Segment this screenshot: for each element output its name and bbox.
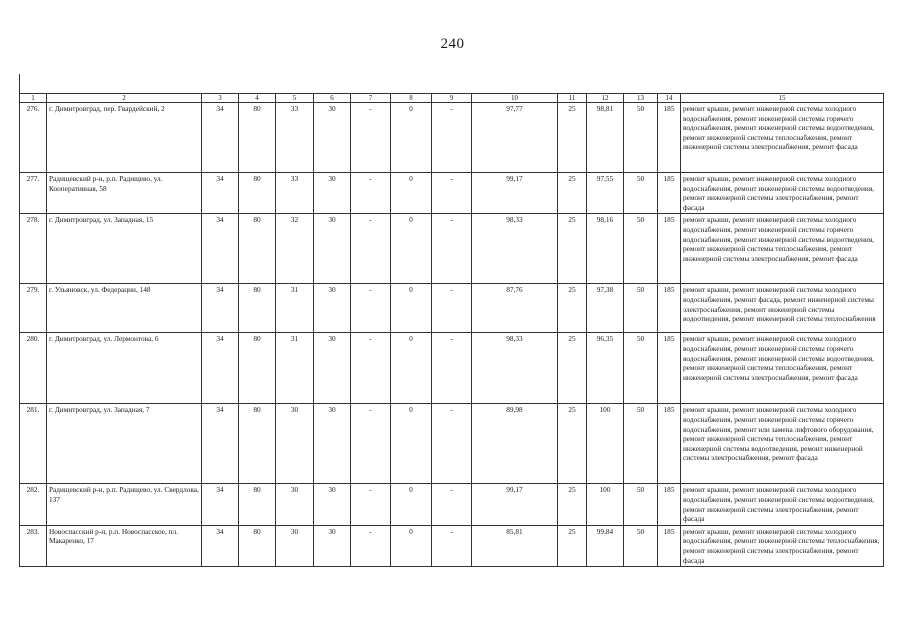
value-cell: 25 [558, 484, 587, 525]
value-cell: 34 [202, 284, 239, 333]
value-cell: 25 [558, 525, 587, 566]
value-cell: - [432, 404, 472, 484]
row-number: 278. [20, 214, 47, 284]
column-header: 1 [20, 94, 47, 103]
value-cell: 50 [624, 284, 658, 333]
value-cell: 34 [202, 333, 239, 404]
value-cell: 25 [558, 333, 587, 404]
address-cell: г. Димитровград, ул. Западная, 7 [47, 404, 202, 484]
row-number: 282. [20, 484, 47, 525]
value-cell: 185 [658, 284, 681, 333]
address-cell: Радищевский р-н, р.п. Радищево, ул. Свердлова, 137 [47, 484, 202, 525]
value-cell: 30 [314, 173, 351, 214]
value-cell: 96,35 [587, 333, 624, 404]
value-cell: 50 [624, 214, 658, 284]
value-cell: 30 [276, 404, 314, 484]
value-cell: 99,17 [472, 484, 558, 525]
value-cell: 99,17 [472, 173, 558, 214]
value-cell: - [351, 103, 391, 173]
value-cell: 0 [391, 103, 432, 173]
works-cell: ремонт крыши, ремонт инженерной системы холодного водоснабжения, ремонт инженерной системы горячего водоснабжения, ремонт инженерной системы водоотведения, ремонт инженерной системы теплоснабжения, ремонт инженерной системы электроснабжения, ремонт фасада [681, 214, 884, 284]
value-cell: - [351, 214, 391, 284]
value-cell: - [432, 484, 472, 525]
value-cell: 30 [314, 525, 351, 566]
value-cell: - [432, 284, 472, 333]
works-cell: ремонт крыши, ремонт инженерной системы холодного водоснабжения, ремонт инженерной системы водоотведения, ремонт инженерной системы электроснабжения, ремонт фасада [681, 173, 884, 214]
value-cell: 34 [202, 525, 239, 566]
column-header: 11 [558, 94, 587, 103]
column-header: 14 [658, 94, 681, 103]
column-header: 7 [351, 94, 391, 103]
value-cell: - [432, 173, 472, 214]
works-cell: ремонт крыши, ремонт инженерной системы холодного водоснабжения, ремонт инженерной системы горячего водоснабжения, ремонт инженерной системы водоотведения, ремонт инженерной системы теплоснабжения, ремонт инженерной системы электроснабжения, ремонт фасада [681, 103, 884, 173]
value-cell: 80 [239, 525, 276, 566]
value-cell: 97,38 [587, 284, 624, 333]
value-cell: 25 [558, 284, 587, 333]
address-cell: Радищевский р-н, р.п. Радищево, ул. Кооперативная, 58 [47, 173, 202, 214]
table-row [20, 284, 884, 333]
value-cell: 25 [558, 214, 587, 284]
value-cell: 87,76 [472, 284, 558, 333]
works-cell: ремонт крыши, ремонт инженерной системы холодного водоснабжения, ремонт инженерной системы теплоснабжения, ремонт инженерной системы электроснабжения, ремонт фасада [681, 525, 884, 566]
value-cell: 98,16 [587, 214, 624, 284]
column-header: 15 [681, 94, 884, 103]
value-cell: 97,55 [587, 173, 624, 214]
value-cell: 185 [658, 214, 681, 284]
value-cell: - [432, 525, 472, 566]
value-cell: - [432, 333, 472, 404]
value-cell: 0 [391, 284, 432, 333]
value-cell: 32 [276, 214, 314, 284]
column-number-row [20, 94, 884, 103]
value-cell: 30 [314, 284, 351, 333]
value-cell: 185 [658, 525, 681, 566]
row-number: 281. [20, 404, 47, 484]
value-cell: - [351, 333, 391, 404]
column-header: 12 [587, 94, 624, 103]
value-cell: 85,81 [472, 525, 558, 566]
works-cell: ремонт крыши, ремонт инженерной системы холодного водоснабжения, ремонт фасада, ремонт инженерной системы электроснабжения, ремонт инженерной системы водоотведения, ремонт инженерной системы теплоснабжения [681, 284, 884, 333]
row-number: 276. [20, 103, 47, 173]
column-header: 2 [47, 94, 202, 103]
value-cell: 80 [239, 333, 276, 404]
address-cell: г. Ульяновск, ул. Федерации, 148 [47, 284, 202, 333]
value-cell: 30 [276, 484, 314, 525]
value-cell: 0 [391, 333, 432, 404]
value-cell: 98,33 [472, 214, 558, 284]
value-cell: 25 [558, 173, 587, 214]
column-header: 13 [624, 94, 658, 103]
value-cell: 34 [202, 173, 239, 214]
value-cell: 25 [558, 103, 587, 173]
table-row [20, 173, 884, 214]
value-cell: 100 [587, 484, 624, 525]
value-cell: 30 [314, 214, 351, 284]
works-cell: ремонт крыши, ремонт инженерной системы холодного водоснабжения, ремонт инженерной системы горячего водоснабжения, ремонт инженерной системы водоотведения, ремонт инженерной системы теплоснабжения, ремонт инженерной системы электроснабжения, ремонт фасада [681, 333, 884, 404]
address-cell: г. Димитровград, ул. Лермонтова, 6 [47, 333, 202, 404]
value-cell: 80 [239, 484, 276, 525]
value-cell: 185 [658, 484, 681, 525]
column-header: 9 [432, 94, 472, 103]
value-cell: 97,77 [472, 103, 558, 173]
value-cell: - [351, 404, 391, 484]
value-cell: 0 [391, 404, 432, 484]
margin-line [19, 74, 20, 94]
value-cell: 34 [202, 404, 239, 484]
column-header: 5 [276, 94, 314, 103]
value-cell: 30 [314, 333, 351, 404]
address-cell: г. Димитровград, пер. Гвардейский, 2 [47, 103, 202, 173]
row-number: 277. [20, 173, 47, 214]
table-row [20, 404, 884, 484]
value-cell: - [432, 103, 472, 173]
value-cell: 50 [624, 333, 658, 404]
row-number: 279. [20, 284, 47, 333]
value-cell: 30 [314, 404, 351, 484]
value-cell: 0 [391, 214, 432, 284]
value-cell: 185 [658, 333, 681, 404]
column-header: 10 [472, 94, 558, 103]
value-cell: 80 [239, 214, 276, 284]
works-cell: ремонт крыши, ремонт инженерной системы холодного водоснабжения, ремонт инженерной системы водоотведения, ремонт инженерной системы электроснабжения, ремонт фасада [681, 484, 884, 525]
value-cell: 50 [624, 404, 658, 484]
column-header: 4 [239, 94, 276, 103]
value-cell: 50 [624, 484, 658, 525]
value-cell: 33 [276, 173, 314, 214]
row-number: 283. [20, 525, 47, 566]
value-cell: - [351, 173, 391, 214]
address-cell: г. Димитровград, ул. Западная, 15 [47, 214, 202, 284]
value-cell: 80 [239, 173, 276, 214]
table-row [20, 525, 884, 566]
table-row [20, 214, 884, 284]
address-cell: Новоспасский р-н, р.п. Новоспасское, пл. Макаренко, 17 [47, 525, 202, 566]
value-cell: 89,98 [472, 404, 558, 484]
value-cell: 30 [314, 103, 351, 173]
register-table [19, 93, 884, 567]
column-header: 8 [391, 94, 432, 103]
column-header: 3 [202, 94, 239, 103]
value-cell: 30 [276, 525, 314, 566]
value-cell: 50 [624, 103, 658, 173]
value-cell: - [351, 484, 391, 525]
value-cell: 0 [391, 484, 432, 525]
table-body [20, 94, 884, 567]
value-cell: 98,33 [472, 333, 558, 404]
value-cell: 80 [239, 404, 276, 484]
value-cell: 185 [658, 173, 681, 214]
table-row [20, 103, 884, 173]
value-cell: 185 [658, 404, 681, 484]
value-cell: 30 [314, 484, 351, 525]
value-cell: 80 [239, 284, 276, 333]
value-cell: 99,84 [587, 525, 624, 566]
value-cell: - [351, 525, 391, 566]
value-cell: 34 [202, 484, 239, 525]
value-cell: 100 [587, 404, 624, 484]
value-cell: 34 [202, 214, 239, 284]
works-cell: ремонт крыши, ремонт инженерной системы холодного водоснабжения, ремонт инженерной системы горячего водоснабжения, ремонт или замена лифтового оборудования, ремонт инженерной системы теплоснабжения, ремонт инженерной системы водоотведения, ремонт инженерной системы электроснабжения, ремонт фасада [681, 404, 884, 484]
value-cell: 31 [276, 284, 314, 333]
value-cell: 31 [276, 333, 314, 404]
value-cell: 50 [624, 525, 658, 566]
value-cell: 0 [391, 525, 432, 566]
value-cell: 33 [276, 103, 314, 173]
value-cell: 34 [202, 103, 239, 173]
value-cell: 80 [239, 103, 276, 173]
value-cell: 0 [391, 173, 432, 214]
value-cell: 98,81 [587, 103, 624, 173]
row-number: 280. [20, 333, 47, 404]
value-cell: 185 [658, 103, 681, 173]
value-cell: 25 [558, 404, 587, 484]
value-cell: - [432, 214, 472, 284]
value-cell: 50 [624, 173, 658, 214]
page-number: 240 [440, 36, 465, 52]
table-row [20, 484, 884, 525]
table-row [20, 333, 884, 404]
value-cell: - [351, 284, 391, 333]
column-header: 6 [314, 94, 351, 103]
